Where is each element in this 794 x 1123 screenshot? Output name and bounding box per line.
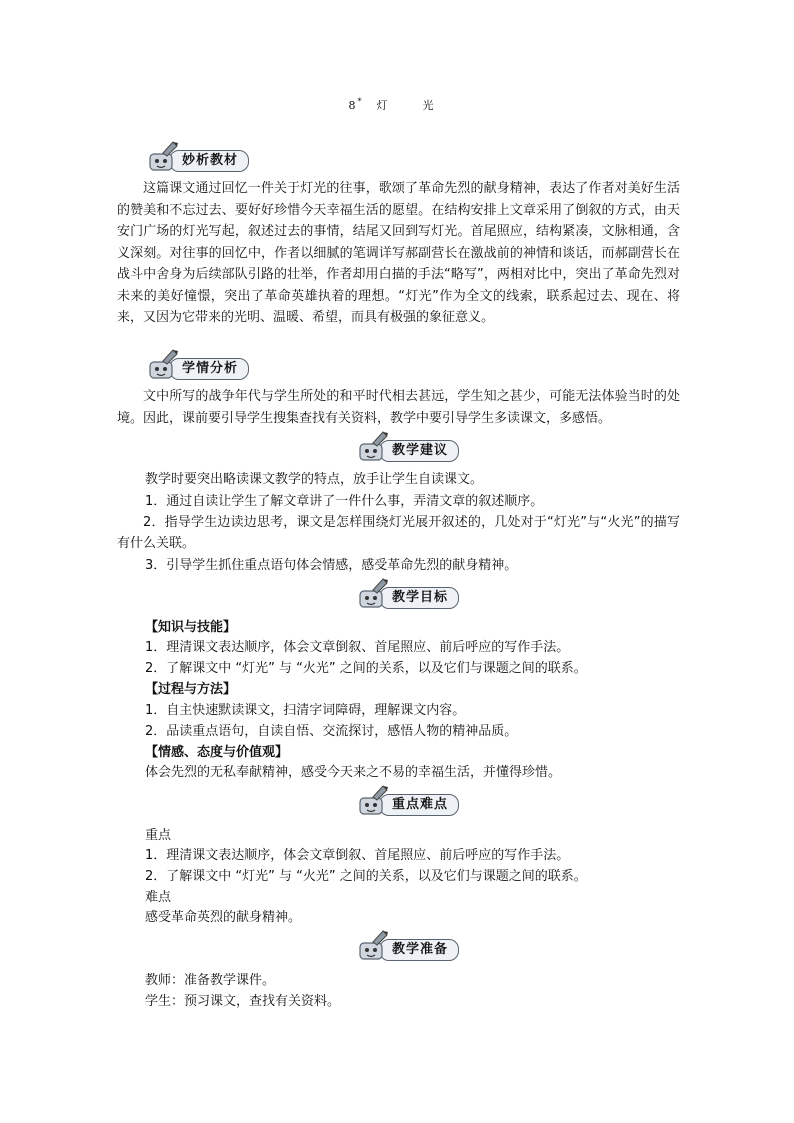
section-badge-suggestions <box>355 438 459 464</box>
section-badge-students <box>145 356 249 382</box>
goal-process-item-2: 2．品读重点语句，自读自悟、交流探讨，感悟人物的精神品质。 <box>145 724 518 739</box>
goal-process-item-1: 1．自主快速默读课文，扫清字词障碍，理解课文内容。 <box>145 703 466 718</box>
section-badge-analysis <box>145 148 249 174</box>
section-label: 教学目标 <box>379 587 459 609</box>
section-label: 重点难点 <box>379 794 459 816</box>
suggestion-item-2: 2．指导学生边读边思考，课文是怎样围绕灯光展开叙述的，几处对于“灯光”与“火光”的描写有什么关联。 <box>117 515 680 551</box>
section-badge-key-points <box>355 792 459 818</box>
analysis-paragraph: 这篇课文通过回忆一件关于灯光的往事，歌颂了革命先烈的献身精神，表达了作者对美好生活的赞美和不忘过去、要好好珍惜今天幸福生活的愿望。在结构安排上文章采用了倒叙的方式，由天安门广场的灯光写起，叙述过去的事情，结尾又回到写灯光。首尾照应，结构紧凑，文脉相通，含义深刻。对往事的回忆中，作者以细腻的笔调详写郝副营长在激战前的神情和谈话，而郝副营长在战斗中舍身为后续部队引路的壮举，作者却用白描的手法“略写”，两相对比中，突出了革命先烈对未来的美好憧憬，突出了革命英雄执着的理想。“灯光”作为全文的线索，联系起过去、现在、将来，又因为它带来的光明、温暖、希望，而具有极强的象征意义。 <box>117 181 680 325</box>
key-item-1: 1．理清课文表达顺序，体会文章倒叙、首尾照应、前后呼应的写作手法。 <box>145 848 570 863</box>
pencil-mascot-icon <box>355 577 391 611</box>
goal-knowledge-item-2: 2．了解课文中 “灯光” 与 “火光” 之间的关系，以及它们与课题之间的联系。 <box>145 661 587 676</box>
section-label: 教学建议 <box>379 440 459 462</box>
suggestion-intro: 教学时要突出略读课文教学的特点，放手让学生自读课文。 <box>145 472 484 487</box>
section-label: 妙析教材 <box>169 150 249 172</box>
suggestion-item-3: 3．引导学生抓住重点语句体会情感，感受革命先烈的献身精神。 <box>145 558 518 573</box>
pencil-mascot-icon <box>145 140 181 174</box>
section-label: 教学准备 <box>379 939 459 961</box>
section-badge-goals <box>355 585 459 611</box>
lesson-mark: * <box>357 97 363 107</box>
prep-teacher: 教师：准备教学课件。 <box>145 973 276 988</box>
difficulty-text: 感受革命英烈的献身精神。 <box>145 910 302 925</box>
pencil-mascot-icon <box>355 929 391 963</box>
prep-student: 学生：预习课文，查找有关资料。 <box>145 994 341 1009</box>
students-paragraph: 文中所写的战争年代与学生所处的和平时代相去甚远，学生知之甚少，可能无法体验当时的处境。因此，课前要引导学生搜集查找有关资料，教学中要引导学生多读课文，多感悟。 <box>117 389 680 426</box>
section-badge-preparation <box>355 937 459 963</box>
goal-heading-process: 【过程与方法】 <box>145 682 237 697</box>
pencil-mascot-icon <box>355 430 391 464</box>
section-label: 学情分析 <box>169 358 249 380</box>
goal-knowledge-item-1: 1．理清课文表达顺序，体会文章倒叙、首尾照应、前后呼应的写作手法。 <box>145 640 570 655</box>
key-item-2: 2．了解课文中 “灯光” 与 “火光” 之间的关系，以及它们与课题之间的联系。 <box>145 869 587 884</box>
goal-heading-knowledge: 【知识与技能】 <box>145 620 237 635</box>
suggestion-item-1: 1．通过自读让学生了解文章讲了一件什么事，弄清文章的叙述顺序。 <box>145 494 544 509</box>
page-title <box>0 97 794 113</box>
key-heading: 重点 <box>145 828 172 843</box>
lesson-number: 8 <box>348 99 357 112</box>
difficulty-heading: 难点 <box>145 890 172 905</box>
pencil-mascot-icon <box>145 348 181 382</box>
pencil-mascot-icon <box>355 784 391 818</box>
goal-heading-emotion: 【情感、态度与价值观】 <box>145 745 289 760</box>
lesson-title: 灯 光 <box>376 99 446 112</box>
goal-emotion-text: 体会先烈的无私奉献精神，感受今天来之不易的幸福生活，并懂得珍惜。 <box>145 765 562 780</box>
